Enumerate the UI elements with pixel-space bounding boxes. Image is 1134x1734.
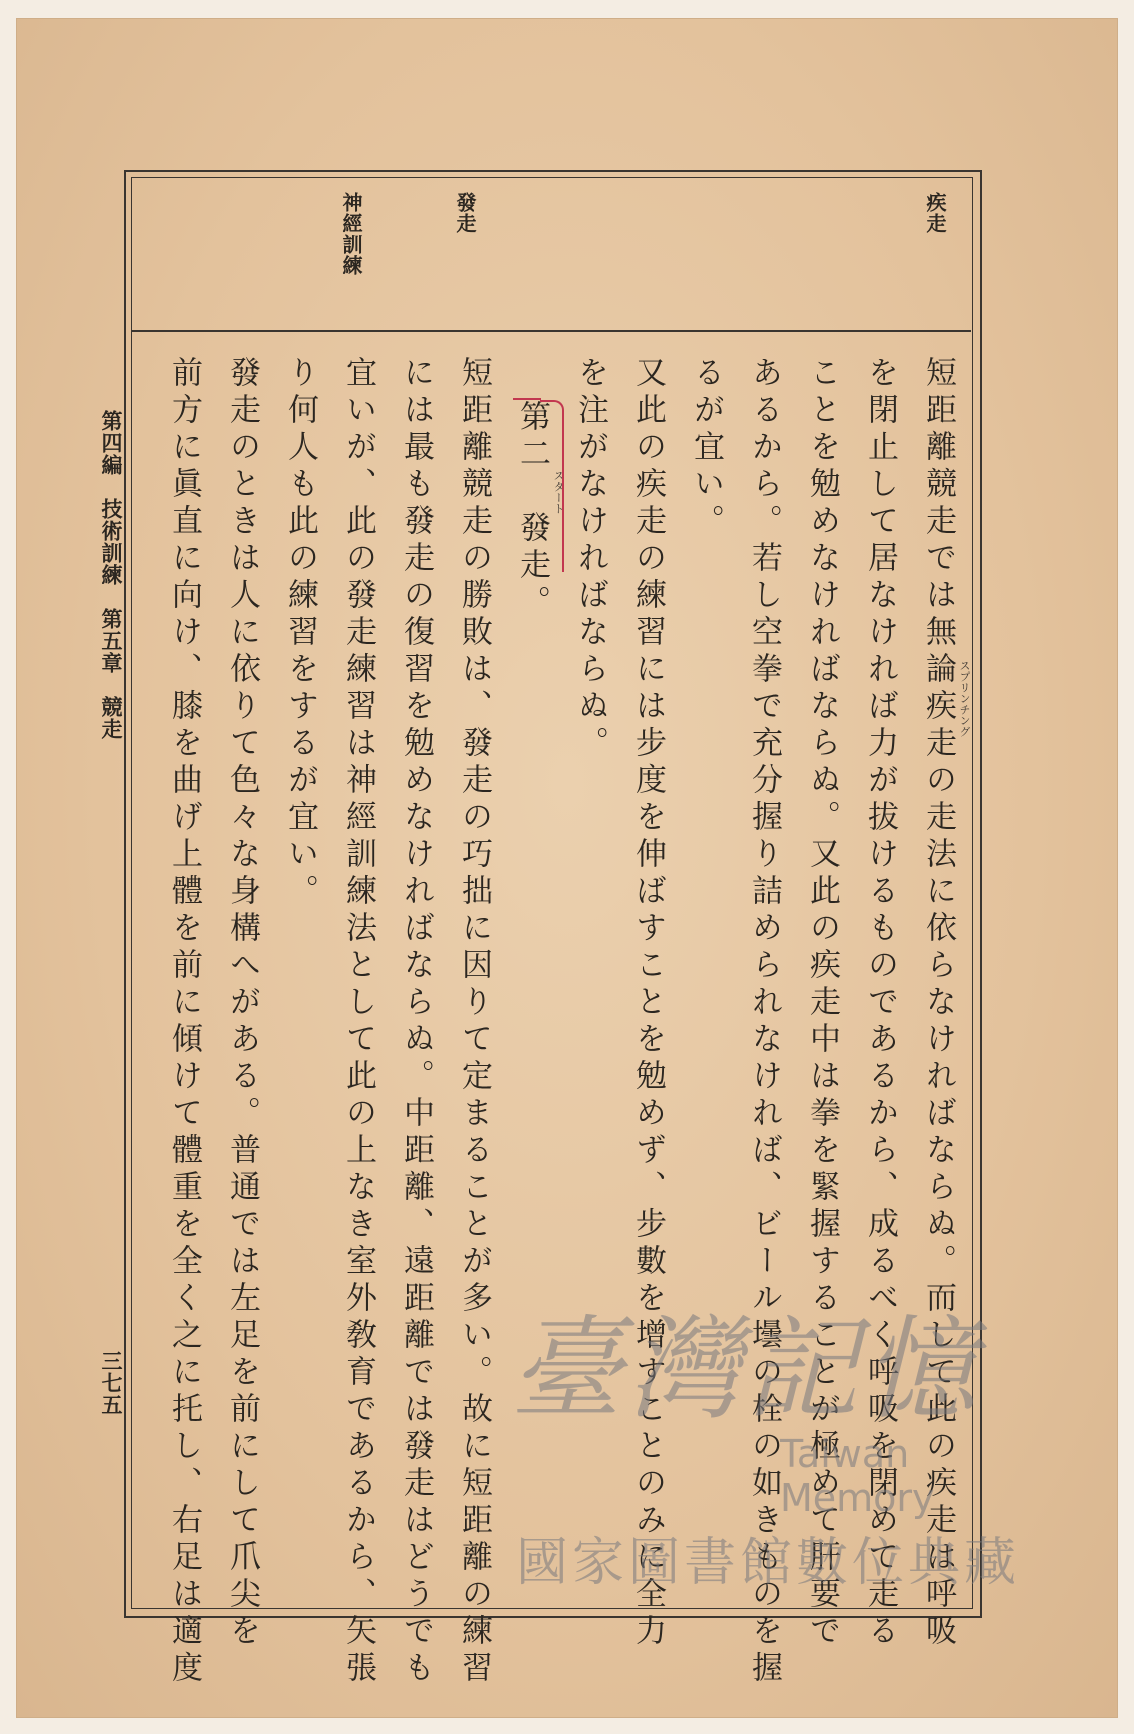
red-pencil-mark-top <box>513 398 541 400</box>
body-column-14: 前方に眞直に向け、膝を曲げ上體を前に傾けて體重を全く之に托し、右足は適度 <box>166 356 202 1688</box>
red-pencil-bracket <box>540 400 564 572</box>
headnote-sprint: 疾走 <box>923 192 947 234</box>
headnote-divider <box>131 330 971 332</box>
ruby-start: スタート <box>552 470 565 514</box>
taiwan-memory-watermark <box>500 1305 1060 1610</box>
body-column-13: 發走のときは人に依りて色々な身構へがある。普通では左足を前にして爪尖を <box>224 356 260 1651</box>
watermark-english: Taiwan Memory <box>780 1432 935 1520</box>
watermark-logo: 臺灣記憶 <box>510 1305 982 1435</box>
body-column-10: には最も發走の復習を勉めなければならぬ。中距離、遠距離では發走はどうでも <box>398 356 434 1688</box>
body-column-5: るが宜い。 <box>688 356 724 541</box>
body-column-12: り何人も此の練習をするが宜い。 <box>282 356 318 911</box>
headnote-start: 發走 <box>453 192 477 234</box>
ruby-sprinting: スプリンチング <box>958 660 971 737</box>
body-column-9: 短距離競走の勝敗は、發走の巧拙に因りて定まることが多い。故に短距離の練習 <box>456 356 492 1688</box>
body-column-4: あるから。若し空拳で充分握り詰められなければ、ビール壜の栓の如きものを握 <box>746 356 782 1688</box>
body-column-6: 又此の疾走の練習には步度を伸ばすことを勉めず、步數を增すことのみに全力 <box>630 356 666 1651</box>
page-number: 三七五 <box>99 1350 124 1416</box>
headnote-nerve-training: 神經訓練 <box>339 192 363 276</box>
body-column-2: を閉止して居なければ力が拔けるものであるから、成るべく呼吸を閉めて走る <box>862 356 898 1651</box>
watermark-chinese: 國家圖書館數位典藏 <box>516 1533 1021 1593</box>
running-head: 第四編 技術訓練 第五章 競走 <box>99 410 124 740</box>
body-column-11: 宜いが、此の發走練習は神經訓練法として此の上なき室外敎育であるから、矢張 <box>340 356 376 1688</box>
section-heading-second-start: 第二 發走。 <box>514 400 550 622</box>
body-column-3: ことを勉めなければならぬ。又此の疾走中は拳を緊握することが極めて肝要で <box>804 356 840 1651</box>
body-column-1: 短距離競走では無論疾走の走法に依らなければならぬ。而して此の疾走は呼吸 <box>920 356 956 1651</box>
body-column-7: を注がなければならぬ。 <box>572 356 608 763</box>
